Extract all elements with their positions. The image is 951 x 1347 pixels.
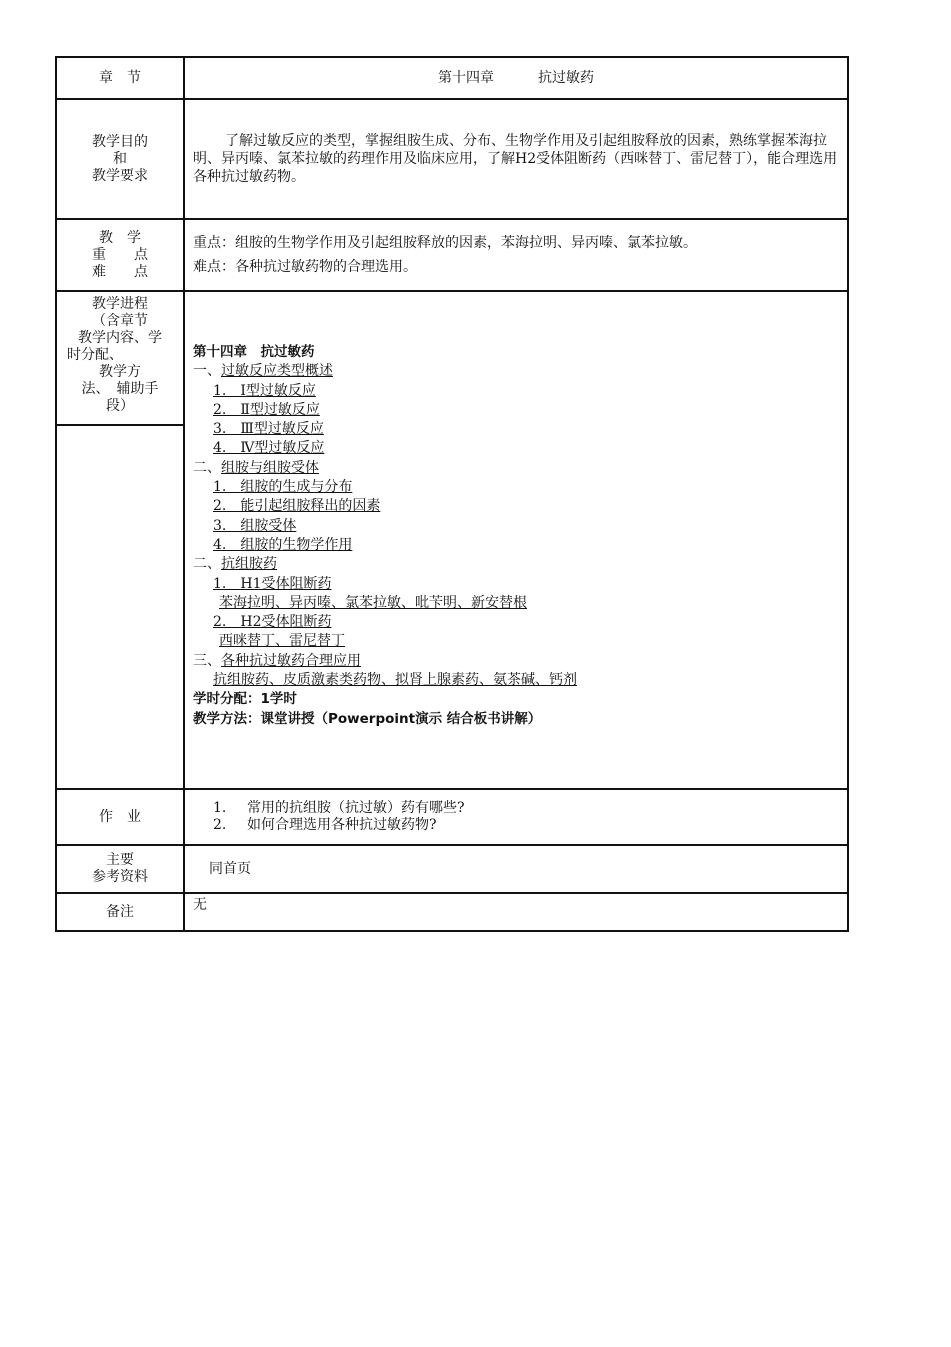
chapter-row — [56, 57, 848, 99]
process-heading: 第十四章 抗过敏药 — [193, 344, 315, 360]
chapter-label: 章 节 — [56, 57, 184, 99]
outline-item — [193, 459, 839, 478]
outline-text: 2. H2受体阻断药 — [213, 614, 332, 631]
outline-text: 4. 组胺的生物学作用 — [213, 536, 353, 553]
references-row — [56, 845, 848, 893]
outline-item — [193, 613, 839, 632]
homework-list — [184, 789, 848, 845]
outline-text: 抗组胺药、皮质激素类药物、拟肾上腺素药、氨茶碱、钙剂 — [213, 672, 577, 689]
lesson-plan-table — [55, 56, 849, 932]
references-text: 同首页 — [184, 845, 848, 893]
homework-item-number: 2. — [213, 817, 227, 833]
outline-prefix: 一、 — [193, 363, 221, 380]
process-row — [56, 291, 848, 789]
process-label-line: 教学进程 — [92, 296, 148, 312]
objectives-label — [56, 99, 184, 219]
outline-item — [193, 652, 839, 671]
outline-item — [193, 555, 839, 574]
references-label — [56, 845, 184, 893]
process-label-line: 教学内容、学 — [78, 330, 162, 346]
homework-item — [213, 817, 847, 834]
teaching-method: 教学方法：课堂讲授（Powerpoint演示 结合板书讲解） — [193, 710, 542, 727]
difficult-points: 难点：各种抗过敏药物的合理选用。 — [193, 259, 417, 275]
chapter-title — [184, 57, 848, 99]
keypoints-label-line: 重 点 — [92, 246, 148, 263]
hours-allocation: 学时分配：1学时 — [193, 691, 297, 708]
outline-text: 2. 能引起组胺释出的因素 — [213, 498, 381, 515]
homework-row — [56, 789, 848, 845]
process-content — [184, 291, 848, 789]
outline-item — [193, 478, 839, 497]
outline-text: 抗组胺药 — [221, 556, 277, 573]
outline-item — [193, 497, 839, 516]
objectives-label-line: 教学要求 — [92, 167, 148, 184]
outline-item — [193, 362, 839, 381]
homework-item-number: 1. — [213, 800, 227, 816]
references-label-line: 参考资料 — [92, 869, 148, 885]
process-label-line: 段） — [106, 398, 134, 414]
outline-text: 4. Ⅳ型过敏反应 — [213, 440, 325, 457]
objectives-label-line: 教学目的 — [92, 133, 148, 150]
homework-label: 作 业 — [56, 789, 184, 845]
outline-text: 1. 组胺的生成与分布 — [213, 479, 353, 496]
keypoints-label-line: 难 点 — [92, 263, 148, 280]
remarks-text: 无 — [184, 893, 848, 931]
outline-item — [193, 575, 839, 594]
outline-prefix: 二、 — [193, 556, 221, 573]
outline-text: 各种抗过敏药合理应用 — [221, 652, 361, 669]
keypoints-label-line: 教 学 — [99, 229, 141, 246]
outline-text: 苯海拉明、异丙嗪、氯苯拉敏、吡苄明、新安替根 — [219, 594, 527, 611]
outline-item — [193, 517, 839, 536]
outline-item — [193, 382, 839, 401]
outline-prefix: 三、 — [193, 652, 221, 669]
keypoints-text — [184, 219, 848, 291]
process-label — [56, 291, 184, 789]
outline-item — [193, 420, 839, 439]
homework-item-text: 如何合理选用各种抗过敏药物? — [247, 817, 437, 833]
label-divider — [57, 424, 183, 766]
outline-item — [193, 401, 839, 420]
references-label-line: 主要 — [106, 852, 134, 868]
process-label-line: 教学方 — [99, 364, 141, 380]
remarks-label: 备注 — [56, 893, 184, 931]
outline-text: 3. Ⅲ型过敏反应 — [213, 421, 324, 438]
outline-text: 1. H1受体阻断药 — [213, 575, 332, 592]
outline-list — [193, 362, 839, 690]
outline-item — [193, 671, 839, 690]
chapter-number: 第十四章 — [438, 70, 494, 86]
outline-text: 组胺与组胺受体 — [221, 459, 319, 476]
important-points: 重点：组胺的生物学作用及引起组胺释放的因素，苯海拉明、异丙嗪、氯苯拉敏。 — [193, 235, 697, 251]
outline-item — [193, 536, 839, 555]
keypoints-row — [56, 219, 848, 291]
objectives-row — [56, 99, 848, 219]
outline-text: 2. Ⅱ型过敏反应 — [213, 401, 320, 418]
process-label-line: 时分配、 — [67, 347, 123, 363]
outline-text: 过敏反应类型概述 — [221, 363, 333, 380]
outline-item — [193, 594, 839, 613]
outline-text: 1. Ⅰ型过敏反应 — [213, 382, 316, 399]
process-label-line: （含章节 — [92, 313, 148, 329]
outline-text: 3. 组胺受体 — [213, 517, 297, 534]
outline-item — [193, 439, 839, 458]
objectives-label-line: 和 — [113, 150, 127, 167]
homework-item — [213, 800, 847, 817]
process-label-line: 法、 辅助手 — [81, 381, 159, 397]
objectives-text: 了解过敏反应的类型，掌握组胺生成、分布、生物学作用及引起组胺释放的因素，熟练掌握苯海拉明、异丙嗪、氯苯拉敏的药理作用及临床应用，了解H2受体阻断药（西咪替丁、雷尼替丁），能合理选用各种抗过敏药物。 — [184, 99, 848, 219]
outline-item — [193, 632, 839, 651]
keypoints-label — [56, 219, 184, 291]
outline-text: 西咪替丁、雷尼替丁 — [219, 633, 345, 650]
homework-item-text: 常用的抗组胺（抗过敏）药有哪些? — [247, 800, 465, 816]
outline-prefix: 二、 — [193, 459, 221, 476]
chapter-name: 抗过敏药 — [538, 70, 594, 86]
lesson-plan-sheet — [55, 56, 849, 932]
remarks-row — [56, 893, 848, 931]
